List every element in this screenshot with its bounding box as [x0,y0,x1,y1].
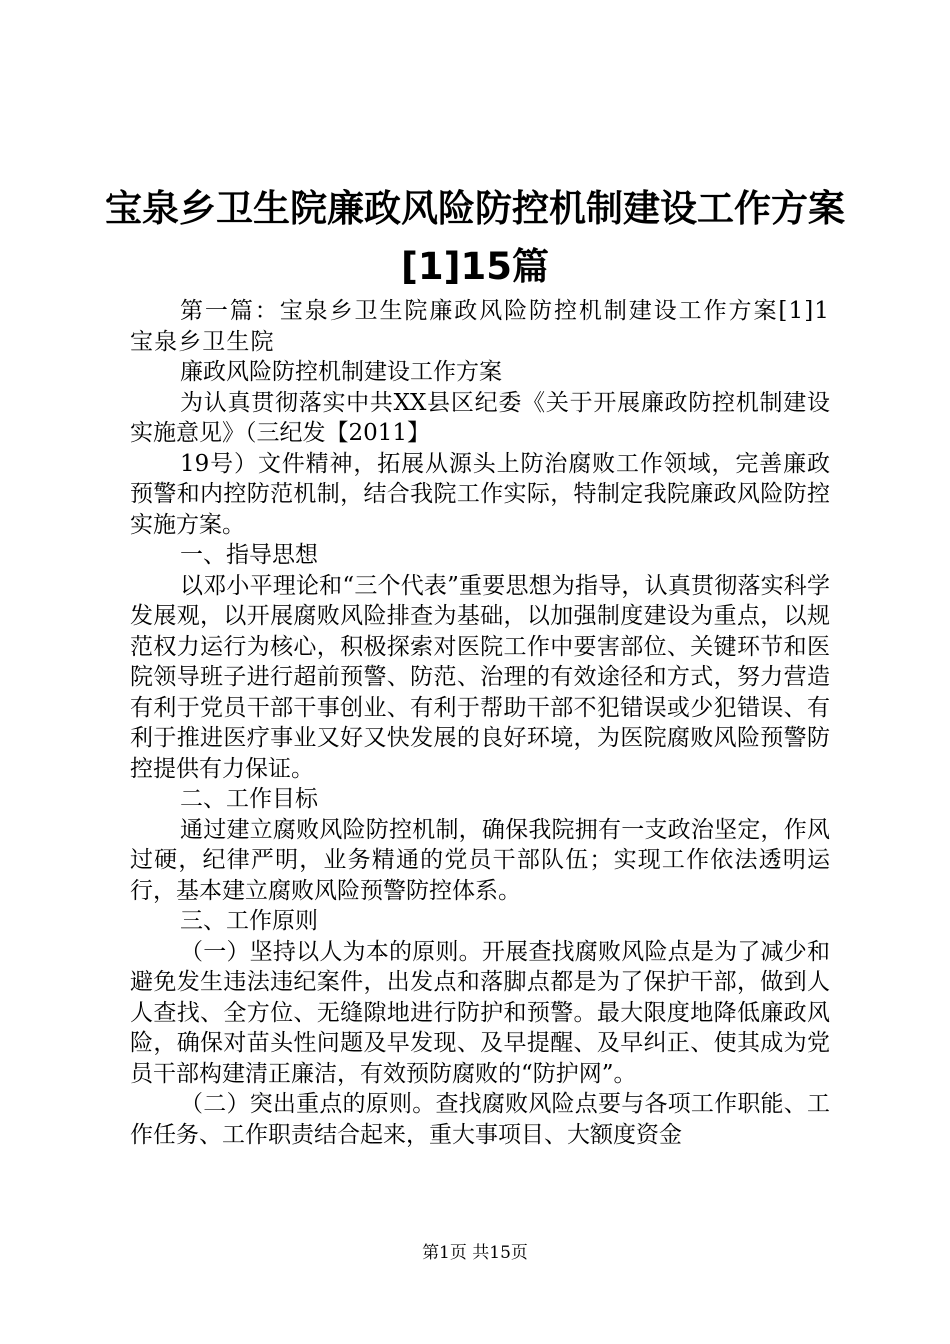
paragraph-subtitle: 廉政风险防控机制建设工作方案 [180,359,502,385]
paragraph-preamble: 为认真贯彻落实中共XX县区纪委《关于开展廉政防控机制建设实施意见》（三纪发【2011】 [130,389,830,446]
document-body [130,296,830,1150]
paragraph-principle-two: （二）突出重点的原则。查找腐败风险点要与各项工作职能、工作任务、工作职责结合起来，重大事项目、大额度资金 [130,1091,830,1148]
section-heading-work-goals: 二、工作目标 [180,786,318,812]
paragraph-guiding-thought: 以邓小平理论和“三个代表”重要思想为指导，认真贯彻落实科学发展观，以开展腐败风险排查为基础，以加强制度建设为重点，以规范权力运行为核心，积极探索对医院工作中要害部位、关键环节和医院领导班子进行超前预警、防范、治理的有效途径和方式，努力营造有利于党员干部干事创业、有利于帮助干部不犯错误或少犯错误、有利于推进医疗事业又好又快发展的良好环境，为医院腐败风险预警防控提供有力保证。 [130,572,830,782]
paragraph-intro: 第一篇：宝泉乡卫生院廉政风险防控机制建设工作方案[1]1宝泉乡卫生院 [130,298,830,355]
paragraph-work-goals: 通过建立腐败风险防控机制，确保我院拥有一支政治坚定，作风过硬，纪律严明，业务精通的党员干部队伍；实现工作依法透明运行，基本建立腐败风险预警防控体系。 [130,816,830,904]
page-number-footer: 第1页 共15页 [422,1243,528,1263]
document-title-line-2: [1]15篇 [400,245,550,288]
document-title-line-1: 宝泉乡卫生院廉政风险防控机制建设工作方案 [105,187,845,230]
section-heading-work-principles: 三、工作原则 [180,908,318,934]
section-heading-guiding-thought: 一、指导思想 [180,542,318,568]
paragraph-principle-one: （一）坚持以人为本的原则。开展查找腐败风险点是为了减少和避免发生违法违纪案件，出发点和落脚点都是为了保护干部，做到人人查找、全方位、无缝隙地进行防护和预警。最大限度地降低廉政风险，确保对苗头性问题及早发现、及早提醒、及早纠正、使其成为党员干部构建清正廉洁，有效预防腐败的“防护网”。 [130,938,830,1087]
paragraph-purpose: 19号）文件精神，拓展从源头上防治腐败工作领域，完善廉政预警和内控防范机制，结合我院工作实际，特制定我院廉政风险防控实施方案。 [130,450,830,538]
